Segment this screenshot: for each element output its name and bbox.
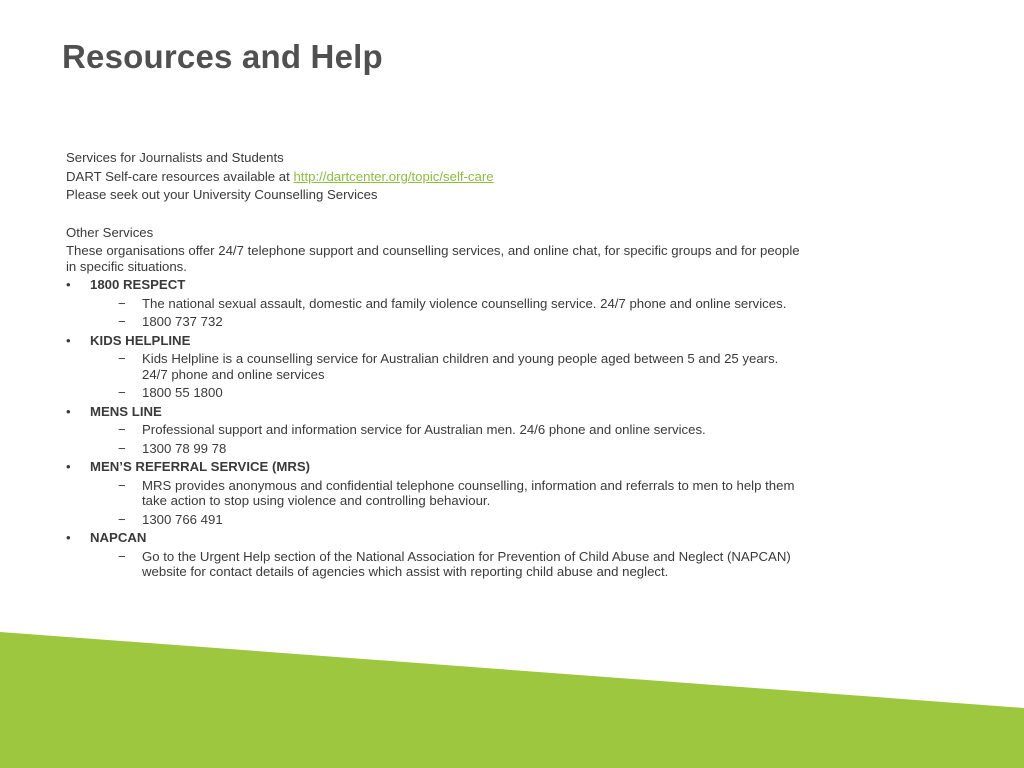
- dash-icon: −: [118, 314, 126, 329]
- other-services-description: These organisations offer 24/7 telephone support and counselling services, and online chat, for specific groups and for people in specific situations.: [66, 243, 800, 274]
- service-name: NAPCAN: [90, 530, 147, 545]
- service-detail: [118, 351, 806, 382]
- service-detail-text: MRS provides anonymous and confidential telephone counselling, information and referrals to men to help them take action to stop using violence and controlling behaviour.: [142, 477, 795, 508]
- service-detail-text: 1300 78 99 78: [142, 440, 227, 456]
- page-title: Resources and Help: [62, 38, 383, 75]
- service-details: [90, 422, 806, 456]
- counselling-line: Please seek out your University Counselling Services: [66, 187, 378, 202]
- green-footer-wave: [0, 628, 1024, 768]
- service-name: 1800 RESPECT: [90, 277, 186, 292]
- service-detail: [118, 511, 806, 528]
- service-detail: [118, 422, 806, 438]
- service-details: [90, 296, 806, 330]
- bullet-icon: •: [66, 403, 71, 419]
- service-item: [66, 277, 806, 330]
- bullet-icon: •: [66, 459, 71, 474]
- dash-icon: −: [118, 295, 126, 311]
- services-list: [66, 277, 806, 580]
- bullet-icon: •: [66, 332, 71, 348]
- service-detail-text: 1800 737 732: [142, 314, 223, 329]
- service-detail: [118, 295, 806, 312]
- bullet-icon: •: [66, 530, 71, 545]
- footer-wave-shape: [0, 632, 1024, 768]
- content-body: [66, 150, 806, 583]
- service-item: [66, 333, 806, 401]
- service-item: [66, 530, 806, 580]
- spacer: [66, 206, 806, 225]
- service-detail: [118, 440, 806, 457]
- dash-icon: −: [118, 422, 126, 437]
- bullet-icon: •: [66, 277, 71, 292]
- dart-line: [66, 169, 806, 185]
- service-detail-text: Go to the Urgent Help section of the National Association for Prevention of Child Abuse and Neglect (NAPCAN) website for contact details of agencies which assist with reporting child abuse and neglect.: [142, 548, 791, 579]
- journalists-heading: Services for Journalists and Students: [66, 150, 284, 165]
- dash-icon: −: [118, 477, 126, 493]
- service-detail: [118, 548, 806, 580]
- service-detail-text: Kids Helpline is a counselling service for Australian children and young people aged between 5 and 25 years. 24/7 phone and online services: [142, 351, 779, 382]
- service-details: [90, 351, 806, 401]
- service-name: MEN’S REFERRAL SERVICE (MRS): [90, 459, 311, 474]
- service-detail-text: The national sexual assault, domestic and family violence counselling service. 24/7 phone and online services.: [142, 295, 787, 311]
- service-detail-text: 1300 766 491: [142, 511, 223, 527]
- dash-icon: −: [118, 548, 126, 564]
- dash-icon: −: [118, 385, 126, 400]
- service-detail: [118, 385, 806, 401]
- service-detail: [118, 314, 806, 330]
- dash-icon: −: [118, 440, 126, 456]
- dash-icon: −: [118, 511, 126, 527]
- dash-icon: −: [118, 351, 126, 366]
- service-detail-text: Professional support and information service for Australian men. 24/6 phone and online services.: [142, 422, 706, 437]
- dart-self-care-link[interactable]: http://dartcenter.org/topic/self-care: [293, 168, 494, 184]
- other-services-heading: Other Services: [66, 224, 154, 240]
- service-name: KIDS HELPLINE: [90, 332, 191, 348]
- service-details: [90, 478, 806, 528]
- service-detail-text: 1800 55 1800: [142, 385, 223, 400]
- service-item: [66, 459, 806, 527]
- service-name: MENS LINE: [90, 403, 162, 419]
- dart-prefix: DART Self-care resources available at: [66, 168, 294, 184]
- service-item: [66, 404, 806, 457]
- service-detail: [118, 477, 806, 509]
- service-details: [90, 549, 806, 580]
